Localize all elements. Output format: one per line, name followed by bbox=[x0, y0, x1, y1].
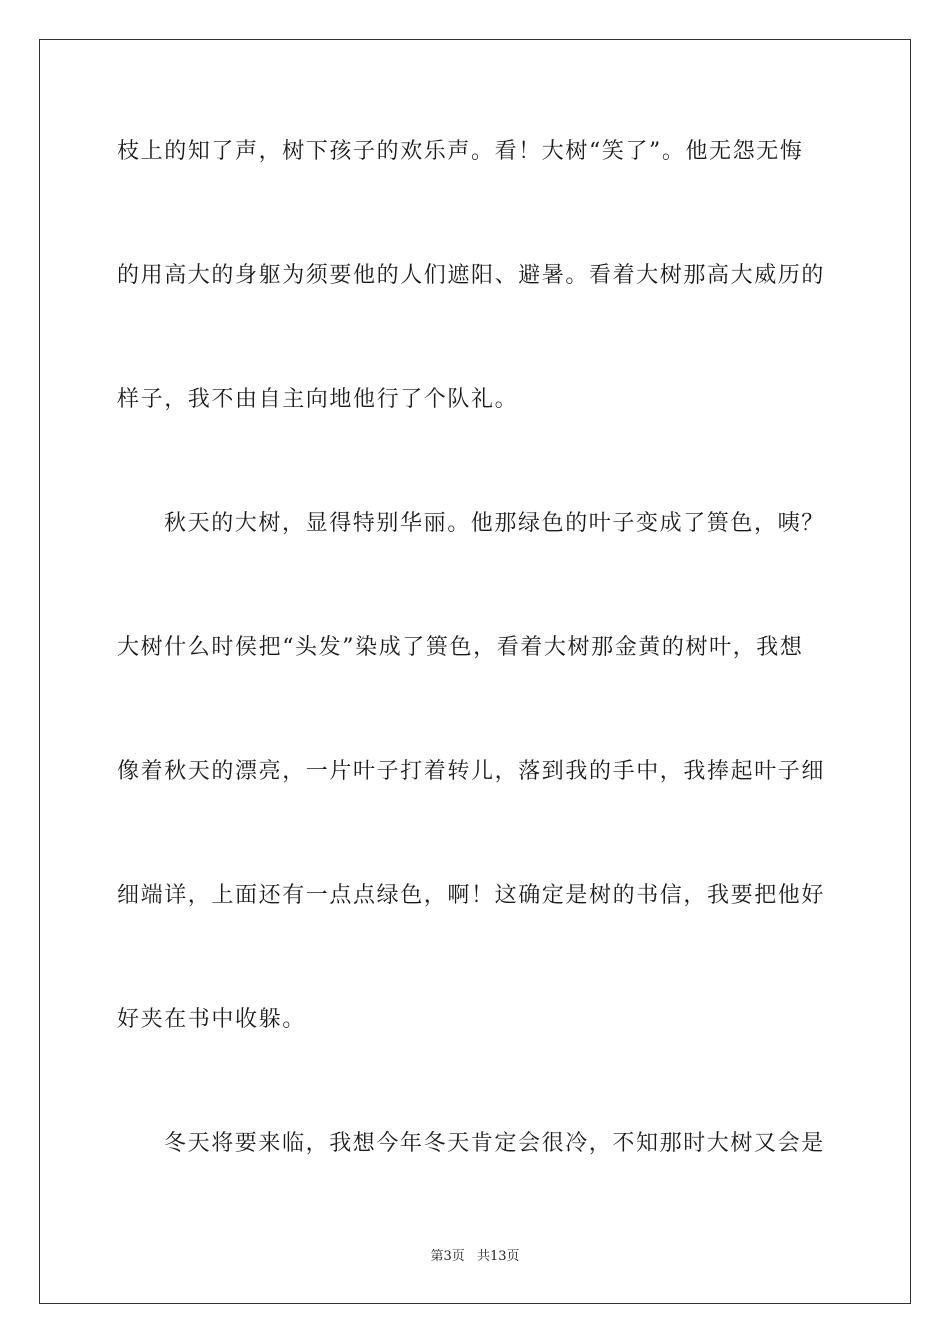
page-footer bbox=[0, 1248, 950, 1266]
page-total: 共13页 bbox=[476, 1249, 520, 1264]
page-number: 第3页 bbox=[430, 1249, 465, 1264]
text-line-2: 的用高大的身躯为须要他的人们遮阳、避暑。看着大树那高大威历的 bbox=[117, 263, 826, 288]
text-line-6: 像着秋天的漂亮，一片叶子打着转儿，落到我的手中，我捧起叶子细 bbox=[117, 759, 826, 784]
paragraph-autumn-start: 秋天的大树，显得特别华丽。他那绿色的叶子变成了篑色，咦？ bbox=[164, 511, 825, 536]
text-line-1: 枝上的知了声，树下孩子的欢乐声。看！大树“笑了”。他无怨无悔 bbox=[117, 139, 804, 164]
page-border bbox=[39, 39, 911, 1304]
text-line-3: 样子，我不由自主向地他行了个队礼。 bbox=[117, 387, 519, 412]
paragraph-winter-start: 冬天将要来临，我想今年冬天肯定会很冷，不知那时大树又会是 bbox=[164, 1131, 825, 1156]
text-line-8: 好夹在书中收躲。 bbox=[117, 1007, 306, 1032]
text-line-7: 细端详，上面还有一点点绿色，啊！这确定是树的书信，我要把他好 bbox=[117, 883, 826, 908]
text-line-5: 大树什么时侯把“头发”染成了篑色，看着大树那金黄的树叶，我想 bbox=[117, 635, 804, 660]
